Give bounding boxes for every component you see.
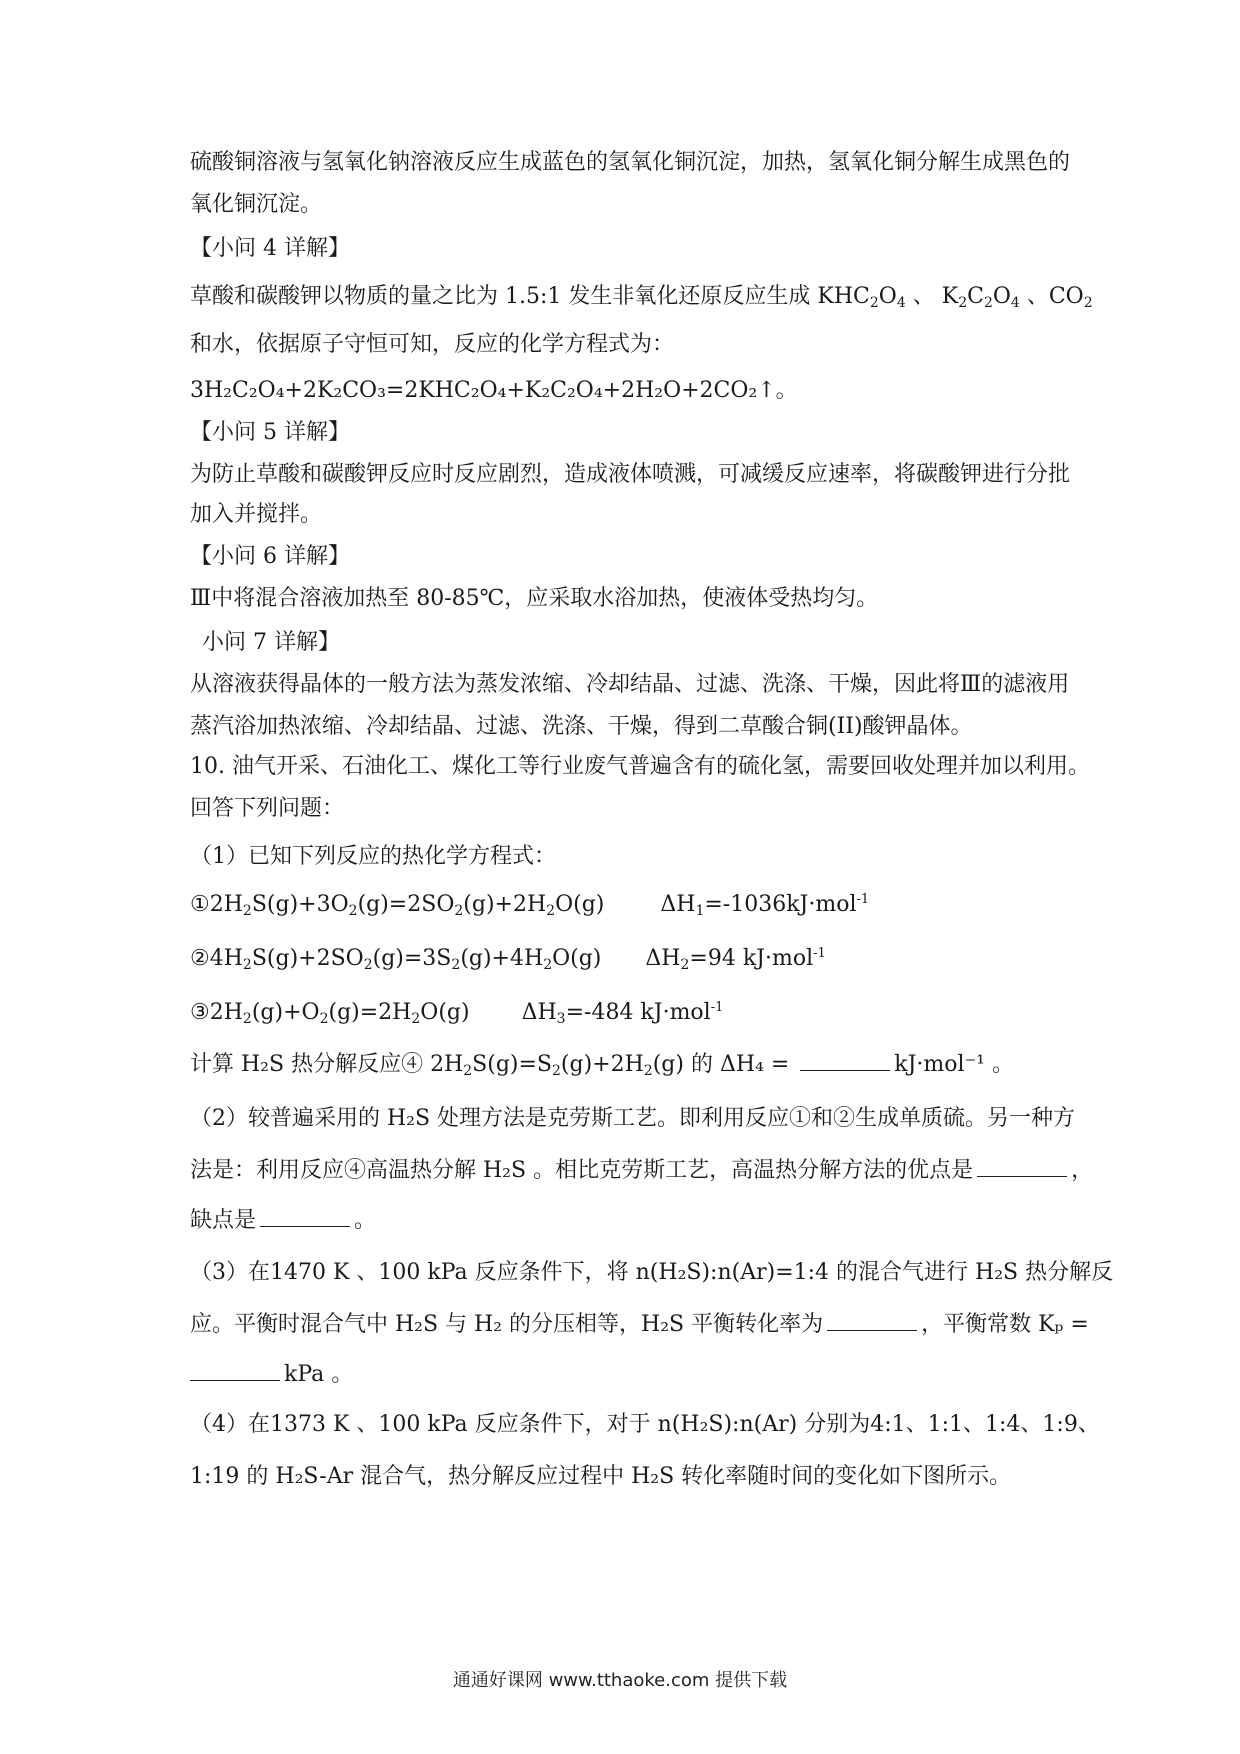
q10-stem-2: 回答下列问题：	[190, 796, 345, 821]
heading-q5: 【小问 5 详解】	[190, 420, 350, 445]
answer-blank-kp[interactable]	[190, 1362, 280, 1381]
q10-part1-question: 计算 H₂S 热分解反应④ $2H_2S(g)=S_2(g)+2H_2(g)$ 的 ΔH₄ = kJ·mol⁻¹ 。	[190, 1052, 1014, 1079]
heading-q7: 小问 7 详解】	[202, 630, 340, 655]
q10-part3-line-1: （3）在1470 K 、100 kPa 反应条件下，将 n(H₂S):n(Ar)=1:4 的混合气进行 H₂S 热分解反	[190, 1260, 1114, 1285]
q10-part3-line-3: kPa 。	[190, 1360, 1060, 1390]
q10-part2-line-1: （2）较普遍采用的 H₂S 处理方法是克劳斯工艺。即利用反应①和②生成单质硫。另一种方	[190, 1106, 1076, 1131]
q5-line-1: 为防止草酸和碳酸钾反应时反应剧烈，造成液体喷溅，可减缓反应速率，将碳酸钾进行分批	[190, 462, 1071, 487]
answer-blank-dh4[interactable]	[800, 1052, 890, 1071]
heading-q4: 【小问 4 详解】	[190, 236, 350, 261]
q3-line-2: 氧化铜沉淀。	[190, 192, 323, 217]
page-footer: 通通好课网 www.tthaoke.com 提供下载	[452, 1670, 788, 1691]
q10-part2-line-2: 法是：利用反应④高温热分解 H₂S 。相比克劳斯工艺，高温热分解方法的优点是 ，	[190, 1158, 1094, 1183]
reaction-1: $①2H_2S(g)+3O_2(g)=2SO_2(g)+2H_2O(g)$ $\Delta H_1=-1036kJ\cdot mol^{-1}$	[190, 892, 870, 919]
answer-blank-conversion[interactable]	[827, 1312, 917, 1331]
q6-line: Ⅲ中将混合溶液加热至 80-85℃，应采取水浴加热，使液体受热均匀。	[190, 586, 879, 611]
q10-part3-line-2: 应。平衡时混合气中 H₂S 与 H₂ 的分压相等，H₂S 平衡转化率为 ，平衡常数 Kₚ =	[190, 1312, 1089, 1337]
heading-q6: 【小问 6 详解】	[190, 544, 350, 569]
q10-part1-intro: （1）已知下列反应的热化学方程式：	[190, 844, 556, 869]
q10-part4-line-1: （4）在1373 K 、100 kPa 反应条件下，对于 n(H₂S):n(Ar) 分别为4:1、1:1、1:4、1:9、	[190, 1412, 1100, 1437]
q4-line-2: 和水，依据原子守恒可知，反应的化学方程式为：	[190, 332, 675, 357]
answer-blank-disadvantage[interactable]	[260, 1208, 350, 1227]
reaction-3: $③2H_2(g)+O_2(g)=2H_2O(g)$ $\Delta H_3=-484$ kJ·mol$^{-1}$	[190, 1000, 724, 1027]
q4-line-1: 草酸和碳酸钾以物质的量之比为 1.5:1 发生非氧化还原反应生成 $KHC_2O_4$ 、 $K_2C_2O_4$ 、$CO_2$	[190, 284, 1093, 311]
q7-line-1: 从溶液获得晶体的一般方法为蒸发浓缩、冷却结晶、过滤、洗涤、干燥，因此将Ⅲ的滤液用	[190, 672, 1070, 697]
q10-stem-1: 10. 油气开采、石油化工、煤化工等行业废气普遍含有的硫化氢，需要回收处理并加以利用。	[190, 754, 1090, 779]
q3-line-1: 硫酸铜溶液与氢氧化钠溶液反应生成蓝色的氢氧化铜沉淀，加热，氢氧化铜分解生成黑色的	[190, 150, 1071, 175]
q5-line-2: 加入并搅拌。	[190, 502, 323, 527]
q4-equation: 3H₂C₂O₄+2K₂CO₃=2KHC₂O₄+K₂C₂O₄+2H₂O+2CO₂↑。	[190, 378, 798, 403]
q10-part4-line-2: 1:19 的 H₂S-Ar 混合气，热分解反应过程中 H₂S 转化率随时间的变化如下图所示。	[190, 1464, 1012, 1489]
q10-part2-line-3: 缺点是 。	[190, 1208, 377, 1233]
answer-blank-advantage[interactable]	[977, 1158, 1067, 1177]
q7-line-2: 蒸汽浴加热浓缩、冷却结晶、过滤、洗涤、干燥，得到二草酸合铜(II)酸钾晶体。	[190, 714, 973, 739]
reaction-2: $②4H_2S(g)+2SO_2(g)=3S_2(g)+4H_2O(g)$ $\Delta H_2=94$ kJ·mol$^{-1}$	[190, 946, 826, 973]
